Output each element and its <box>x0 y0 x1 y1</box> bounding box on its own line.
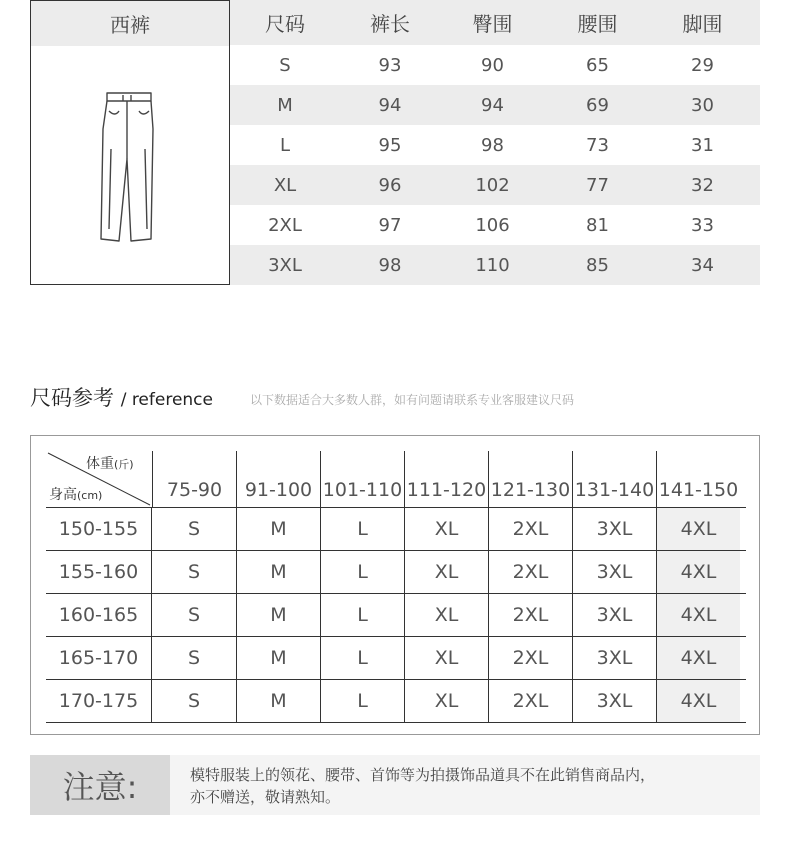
notice-label: 注意: <box>30 755 170 815</box>
size-cell: 2XL <box>488 551 572 593</box>
weight-col: 75-90 <box>152 451 236 507</box>
garment-name: 西裤 <box>31 1 229 46</box>
table-cell: L <box>279 134 291 156</box>
table-cell: 96 <box>378 174 402 196</box>
table-cell: 31 <box>691 134 714 156</box>
size-cell: M <box>236 680 320 722</box>
reference-note: 以下数据适合大多数人群，如有问题请联系专业客服建议尺码 <box>250 393 575 407</box>
table-cell: 90 <box>481 54 504 76</box>
table-cell: 32 <box>691 174 714 196</box>
table-row <box>46 679 746 723</box>
reference-subtitle: / reference <box>120 390 213 410</box>
notice-line-1: 模特服装上的领花、腰带、首饰等为拍摄饰品道具不在此销售商品内， <box>190 766 656 784</box>
table-cell: 94 <box>378 94 402 116</box>
table-cell: 69 <box>586 94 609 116</box>
garment-panel <box>30 0 230 285</box>
size-cell: S <box>187 604 201 626</box>
size-cell: 4XL <box>656 637 740 679</box>
table-cell: 110 <box>475 254 510 276</box>
size-cell: S <box>187 690 201 712</box>
table-row <box>230 205 760 245</box>
height-cell: 170-175 <box>46 680 152 722</box>
size-cell: 2XL <box>488 637 572 679</box>
table-cell: 85 <box>586 254 609 276</box>
height-cell: 160-165 <box>46 594 152 636</box>
table-cell: 65 <box>586 54 609 76</box>
weight-col: 111-120 <box>404 451 488 507</box>
size-cell: M <box>236 637 320 679</box>
size-cell: XL <box>404 637 488 679</box>
table-cell: 3XL <box>268 254 302 276</box>
table-cell: 34 <box>691 254 714 276</box>
size-cell: 4XL <box>656 508 740 550</box>
size-cell: 2XL <box>488 594 572 636</box>
reference-title <box>30 382 213 412</box>
table-cell: 93 <box>378 54 402 76</box>
size-cell: 3XL <box>572 637 656 679</box>
size-cell: XL <box>404 680 488 722</box>
corner-cell <box>46 451 152 507</box>
table-row <box>230 125 760 165</box>
weight-col: 121-130 <box>488 451 572 507</box>
reference-title-text: 尺码参考 <box>30 386 114 410</box>
table-row <box>230 245 760 285</box>
table-cell: 98 <box>481 134 504 156</box>
table-row <box>230 45 760 85</box>
notice-line-2: 亦不赠送，敬请熟知。 <box>190 788 341 806</box>
header-waist: 腰围 <box>577 12 618 36</box>
table-cell: 2XL <box>268 214 302 236</box>
table-cell: M <box>277 94 293 116</box>
weight-col: 131-140 <box>572 451 656 507</box>
table-cell: 73 <box>586 134 609 156</box>
weight-col: 101-110 <box>320 451 404 507</box>
table-cell: 94 <box>481 94 504 116</box>
table-cell: 29 <box>691 54 714 76</box>
table-cell: 106 <box>475 214 510 236</box>
size-table-header <box>230 0 760 45</box>
size-cell: XL <box>404 508 488 550</box>
size-cell: L <box>320 637 404 679</box>
size-cell: L <box>320 594 404 636</box>
size-cell: 4XL <box>656 680 740 722</box>
reference-header-row <box>46 451 746 507</box>
size-cell: 4XL <box>656 594 740 636</box>
table-row <box>46 550 746 593</box>
corner-weight-label: 体重(斤) <box>86 456 134 472</box>
size-cell: L <box>320 508 404 550</box>
size-cell: S <box>187 518 201 540</box>
table-cell: 33 <box>691 214 714 236</box>
size-cell: 3XL <box>572 508 656 550</box>
pants-sketch-icon <box>93 89 163 249</box>
size-cell: M <box>236 508 320 550</box>
size-cell: L <box>320 680 404 722</box>
size-cell: XL <box>404 551 488 593</box>
header-hem: 脚围 <box>682 12 723 36</box>
table-cell: 98 <box>378 254 402 276</box>
size-cell: 3XL <box>572 594 656 636</box>
size-cell: 3XL <box>572 551 656 593</box>
table-cell: 97 <box>378 214 402 236</box>
size-cell: M <box>236 594 320 636</box>
header-hip: 臀围 <box>472 12 513 36</box>
size-cell: 2XL <box>488 508 572 550</box>
table-row <box>46 593 746 636</box>
size-cell: XL <box>404 594 488 636</box>
table-row <box>46 507 746 550</box>
size-cell: L <box>320 551 404 593</box>
table-cell: S <box>279 54 291 76</box>
table-cell: XL <box>273 174 297 196</box>
table-cell: 95 <box>378 134 402 156</box>
table-cell: 81 <box>586 214 609 236</box>
size-cell: S <box>187 647 201 669</box>
size-cell: 3XL <box>572 680 656 722</box>
size-cell: 4XL <box>656 551 740 593</box>
table-row <box>46 636 746 679</box>
table-cell: 102 <box>475 174 510 196</box>
corner-height-label: 身高(cm) <box>49 487 103 503</box>
size-table <box>230 0 760 285</box>
table-row <box>230 165 760 205</box>
table-row <box>230 85 760 125</box>
header-length: 裤长 <box>370 12 410 36</box>
table-cell: 30 <box>691 94 714 116</box>
weight-col: 91-100 <box>236 451 320 507</box>
notice-text <box>190 764 755 808</box>
size-cell: 2XL <box>488 680 572 722</box>
weight-col: 141-150 <box>656 451 740 507</box>
height-cell: 155-160 <box>46 551 152 593</box>
height-cell: 165-170 <box>46 637 152 679</box>
header-size: 尺码 <box>265 12 305 36</box>
size-cell: S <box>187 561 201 583</box>
height-cell: 150-155 <box>46 508 152 550</box>
size-cell: M <box>236 551 320 593</box>
table-cell: 77 <box>586 174 609 196</box>
notice-box <box>30 755 760 815</box>
reference-table <box>30 435 760 735</box>
